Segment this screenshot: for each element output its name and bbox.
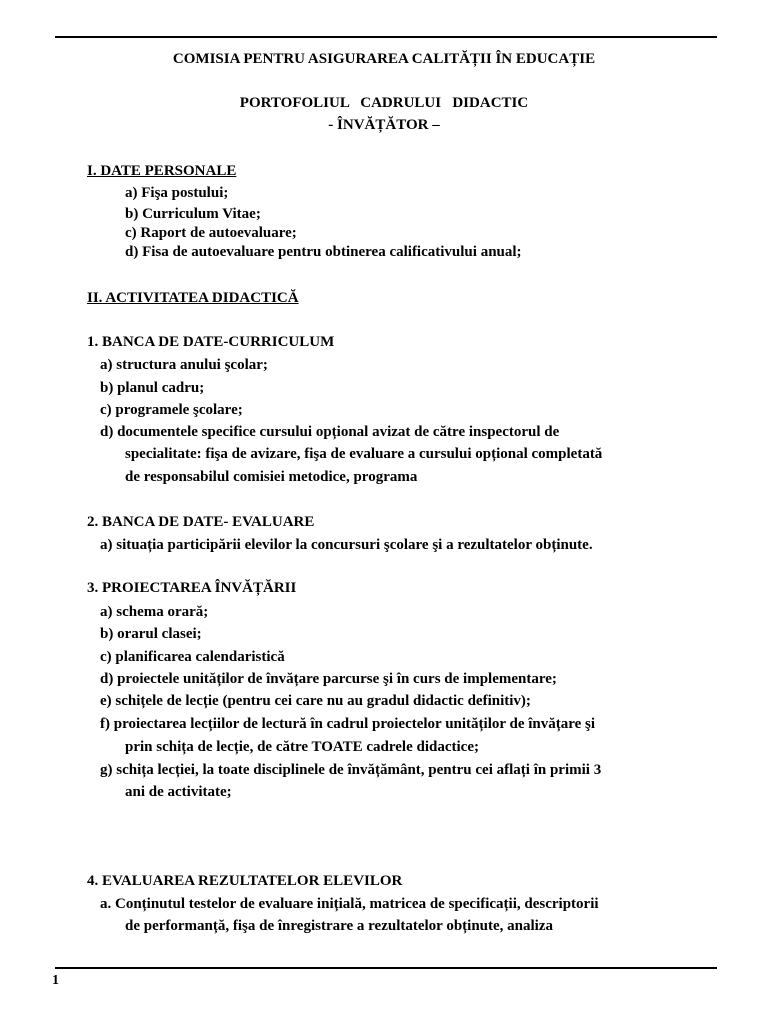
item-text: schema orară; (116, 604, 209, 620)
item-text: Curriculum Vitae; (142, 206, 261, 222)
list-item (100, 671, 557, 688)
item-text: Conținutul testelor de evaluare inițială, matricea de specificații, descriptorii (115, 896, 599, 912)
list-item (100, 380, 204, 397)
commission-title: COMISIA PENTRU ASIGURAREA CALITĂȚII ÎN EDUCAȚIE (172, 51, 596, 67)
item-text: schițele de lecție (pentru cei care nu au gradul didactic definitiv); (115, 693, 531, 709)
item-label: a) (100, 357, 113, 373)
item-text: Fisa de autoevaluare pentru obtinerea calificativului anual; (142, 244, 522, 260)
item-text: documentele specifice cursului opțional avizat de către inspectorul de (117, 424, 560, 440)
item-text: planul cadru; (117, 380, 205, 396)
item-label: f) (100, 716, 110, 732)
item-continuation: ani de activitate; (125, 784, 232, 800)
item-label: a) (100, 537, 113, 553)
list-item (100, 693, 531, 710)
item-label: c) (100, 649, 112, 665)
list-item (100, 626, 202, 643)
item-label: a) (100, 604, 113, 620)
list-item (100, 762, 601, 779)
subsection-heading: 1. BANCA DE DATE-CURRICULUM (87, 334, 335, 350)
top-rule (55, 36, 717, 38)
item-text: orarul clasei; (117, 626, 202, 642)
item-label: d) (125, 244, 139, 260)
list-item (100, 357, 268, 374)
section-heading: I. DATE PERSONALE (87, 163, 237, 179)
item-text: programele şcolare; (115, 402, 243, 418)
item-text: Raport de autoevaluare; (140, 225, 297, 241)
list-item (100, 424, 559, 441)
item-label: c) (125, 225, 137, 241)
list-item (100, 649, 285, 666)
item-label: g) (100, 762, 113, 778)
list-item (100, 604, 208, 621)
item-continuation: de responsabilul comisiei metodice, programa (125, 469, 418, 485)
subsection-heading: 4. EVALUAREA REZULTATELOR ELEVILOR (87, 873, 403, 889)
list-item (100, 402, 243, 419)
item-text: schița lecției, la toate disciplinele de învățământ, pentru cei aflați în primii 3 (116, 762, 602, 778)
list-item (100, 896, 599, 913)
list-item (100, 537, 593, 554)
list-item (125, 185, 228, 202)
list-item (125, 206, 261, 223)
item-continuation: de performanță, fişa de înregistrare a rezultatelor obținute, analiza (125, 918, 553, 934)
page-number: 1 (52, 973, 59, 988)
list-item (100, 716, 595, 733)
item-text: situația participării elevilor la concursuri şcolare şi a rezultatelor obținute. (116, 537, 593, 553)
document-subtitle: - ÎNVĂȚĂTOR – (328, 117, 440, 133)
item-label: d) (100, 424, 114, 440)
item-label: b) (125, 206, 139, 222)
item-continuation: prin schița de lecție, de către TOATE cadrele didactice; (125, 739, 479, 755)
bottom-rule (55, 967, 717, 969)
section-heading: II. ACTIVITATEA DIDACTICĂ (87, 290, 299, 306)
document-title: PORTOFOLIUL CADRULUI DIDACTIC (239, 95, 529, 111)
item-label: b) (100, 380, 114, 396)
item-text: planificarea calendaristică (115, 649, 285, 665)
item-label: a) (125, 185, 138, 201)
subsection-heading: 2. BANCA DE DATE- EVALUARE (87, 514, 315, 530)
subsection-heading: 3. PROIECTAREA ÎNVĂȚĂRII (87, 580, 297, 596)
item-label: b) (100, 626, 114, 642)
item-label: c) (100, 402, 112, 418)
item-label: a. (100, 896, 112, 912)
item-label: d) (100, 671, 114, 687)
item-text: Fişa postului; (141, 185, 229, 201)
item-text: structura anului şcolar; (116, 357, 268, 373)
item-text: proiectele unităților de învățare parcurse şi în curs de implementare; (117, 671, 557, 687)
list-item (125, 244, 522, 261)
item-label: e) (100, 693, 112, 709)
item-text: proiectarea lecțiilor de lectură în cadrul proiectelor unităților de învățare şi (113, 716, 596, 732)
item-continuation: specialitate: fişa de avizare, fişa de evaluare a cursului opțional completată (125, 446, 603, 462)
list-item (125, 225, 297, 242)
